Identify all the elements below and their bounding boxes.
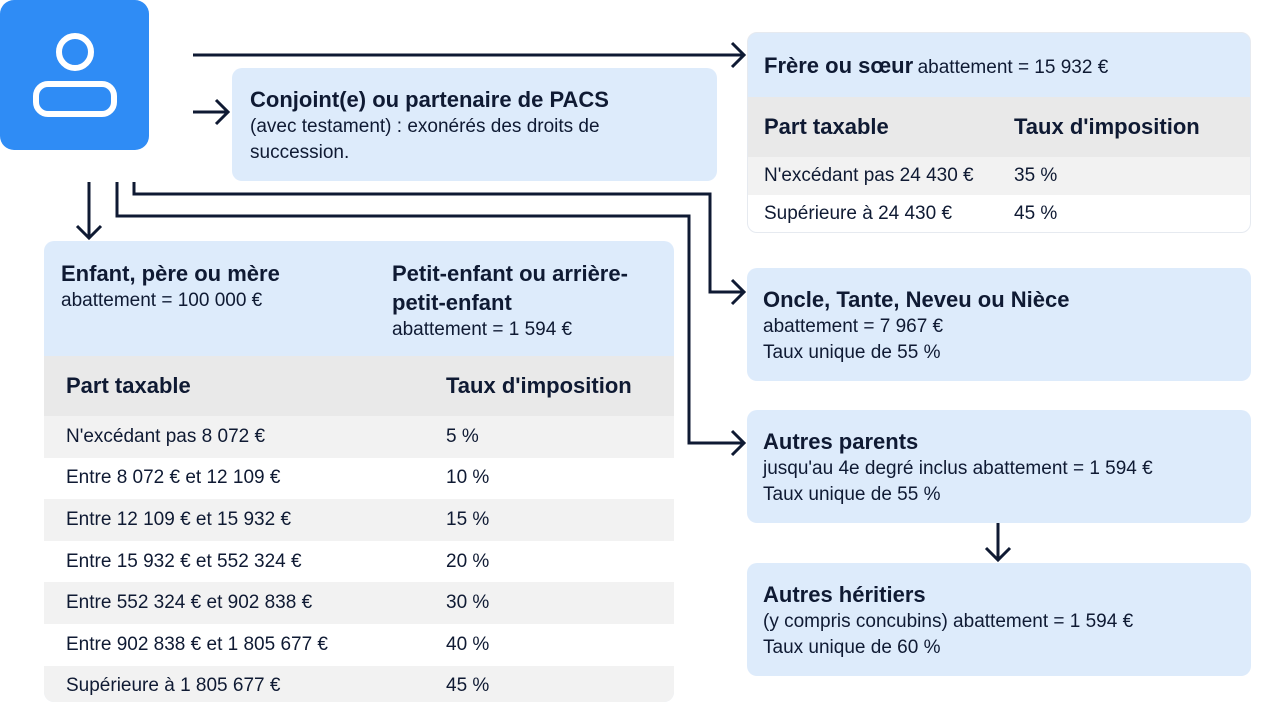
enfant-col-grandchild (392, 259, 642, 343)
table-row (44, 499, 674, 541)
arrow-head (732, 431, 744, 455)
autres-heritiers-box (747, 563, 1251, 676)
table-row (748, 157, 1251, 195)
arrow-head (77, 226, 101, 238)
person-node (0, 0, 149, 150)
table-cell: N'excédant pas 24 430 € (748, 157, 1014, 195)
autres-heritiers-title: Autres héritiers (763, 582, 926, 607)
table-cell: Supérieure à 24 430 € (748, 195, 1014, 233)
oncle-line2: Taux unique de 55 % (763, 342, 941, 363)
person-icon (30, 30, 120, 120)
enfant-col1-sub: abattement = 100 000 € (61, 290, 263, 311)
autres-heritiers-line1: (y compris concubins) abattement = 1 594 € (763, 611, 1134, 632)
table-cell: Entre 552 324 € et 902 838 € (44, 582, 424, 624)
oncle-title: Oncle, Tante, Neveu ou Nièce (763, 287, 1070, 312)
table-row (44, 666, 674, 702)
conjoint-title: Conjoint(e) ou partenaire de PACS (250, 87, 609, 112)
enfant-col-parent (61, 259, 280, 314)
oncle-line1: abattement = 7 967 € (763, 316, 944, 337)
autres-parents-line2: Taux unique de 55 % (763, 484, 941, 505)
conjoint-box (232, 68, 717, 181)
autres-heritiers-line2: Taux unique de 60 % (763, 637, 941, 658)
table-cell: 45 % (424, 666, 674, 702)
table-row (44, 541, 674, 583)
table-cell: Entre 12 109 € et 15 932 € (44, 499, 424, 541)
table-header: Taux d'imposition (1014, 97, 1251, 157)
table-header-row (44, 356, 674, 416)
table-cell: 45 % (1014, 195, 1251, 233)
table-cell: 20 % (424, 541, 674, 583)
enfant-col2-sub: abattement = 1 594 € (392, 319, 573, 340)
autres-parents-title: Autres parents (763, 429, 919, 454)
conjoint-text: (avec testament) : exonérés des droits de succession. (250, 116, 600, 163)
table-cell: Entre 15 932 € et 552 324 € (44, 541, 424, 583)
frere-box (747, 32, 1251, 233)
table-header-row (748, 97, 1251, 157)
table-row (44, 582, 674, 624)
autres-parents-line1: jusqu'au 4e degré inclus abattement = 1 594 € (763, 458, 1153, 479)
arrow-head (732, 280, 744, 304)
frere-table (748, 97, 1251, 233)
table-cell: 40 % (424, 624, 674, 666)
table-cell: 35 % (1014, 157, 1251, 195)
frere-sub: abattement = 15 932 € (917, 57, 1109, 78)
arrow-head (216, 100, 228, 124)
frere-title: Frère ou sœur (764, 53, 914, 78)
enfant-box (44, 241, 674, 702)
table-cell: Entre 8 072 € et 12 109 € (44, 458, 424, 500)
table-cell: Entre 902 838 € et 1 805 677 € (44, 624, 424, 666)
table-cell: 10 % (424, 458, 674, 500)
table-header: Part taxable (748, 97, 1014, 157)
table-row (44, 416, 674, 458)
enfant-table (44, 356, 674, 702)
table-row (44, 624, 674, 666)
table-row (44, 458, 674, 500)
table-header: Part taxable (44, 356, 424, 416)
table-cell: N'excédant pas 8 072 € (44, 416, 424, 458)
arrow-head (732, 43, 744, 67)
table-cell: 5 % (424, 416, 674, 458)
arrow-head (986, 548, 1010, 560)
table-cell: 15 % (424, 499, 674, 541)
autres-parents-box (747, 410, 1251, 523)
frere-header (748, 33, 1250, 97)
enfant-col1-title: Enfant, père ou mère (61, 261, 280, 286)
oncle-box (747, 268, 1251, 381)
enfant-col2-title: Petit-enfant ou arrière-petit-enfant (392, 261, 628, 315)
table-row (748, 195, 1251, 233)
table-cell: 30 % (424, 582, 674, 624)
enfant-header (44, 241, 674, 356)
table-header: Taux d'imposition (424, 356, 674, 416)
table-cell: Supérieure à 1 805 677 € (44, 666, 424, 702)
